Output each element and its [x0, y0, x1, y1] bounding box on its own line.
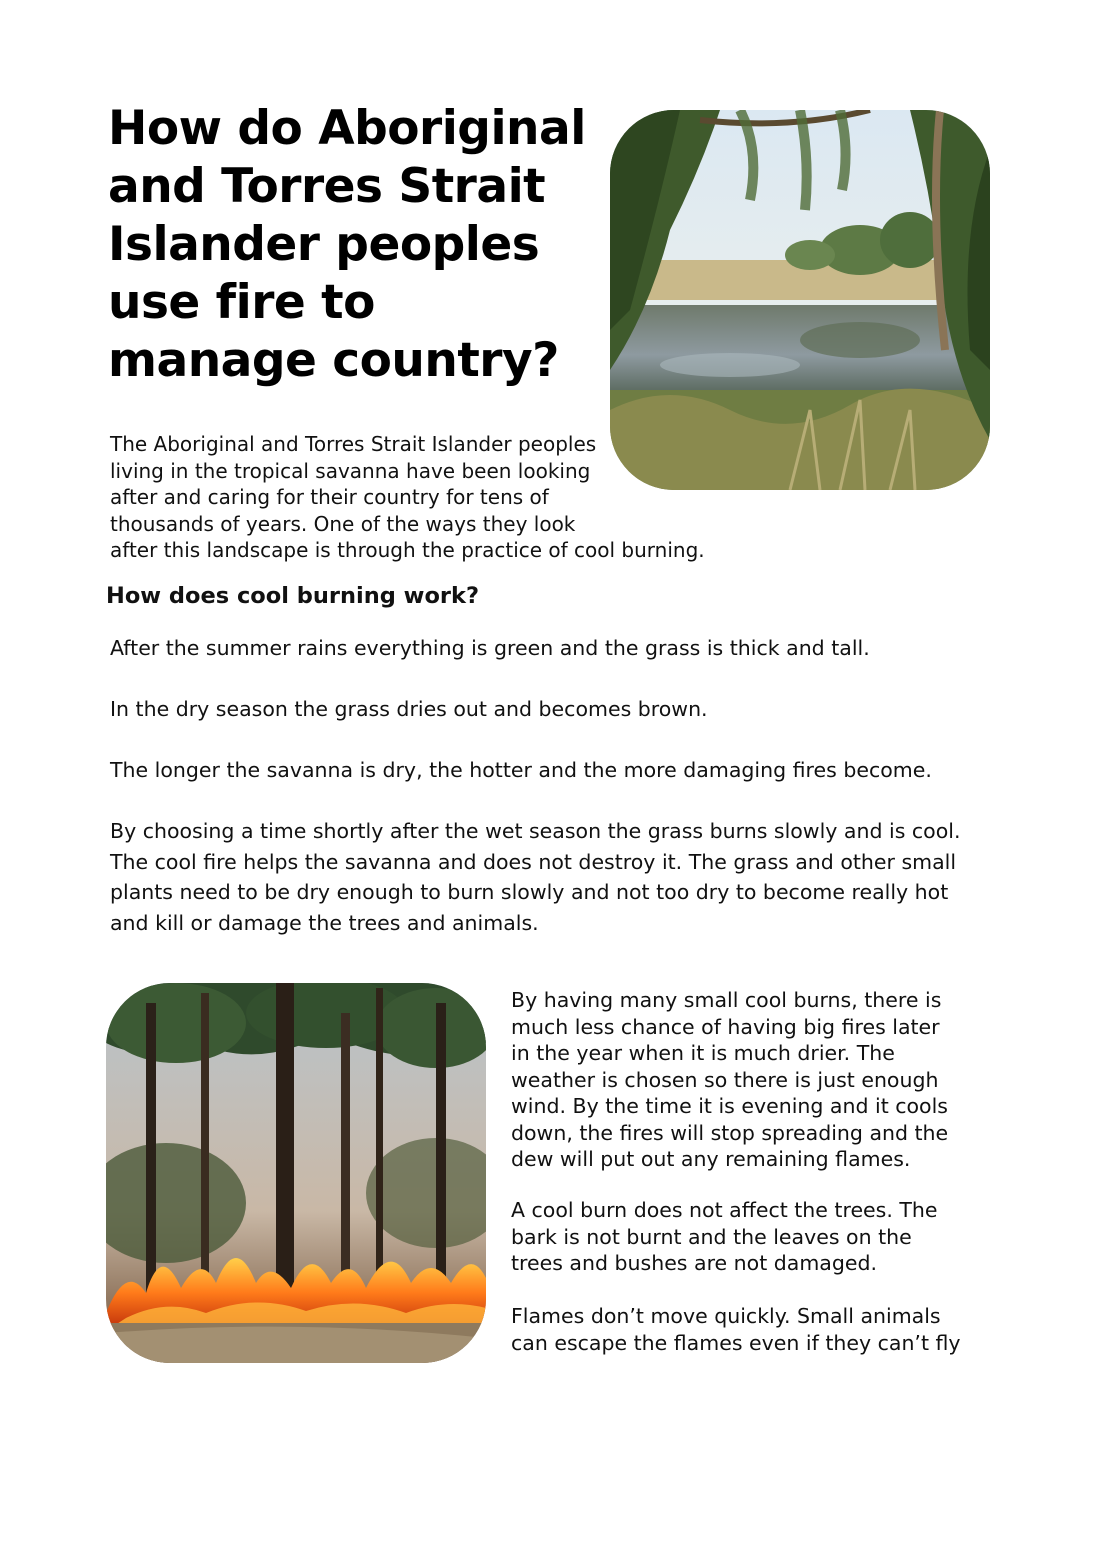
side-paragraph — [511, 987, 981, 1173]
text-line: living in the tropical savanna have been looking — [110, 458, 591, 483]
text-line: The cool fire helps the savanna and does not destroy it. The grass and other small — [110, 849, 957, 874]
text-line: bark is not burnt and the leaves on the — [511, 1224, 912, 1249]
body-paragraph — [110, 755, 990, 786]
intro-paragraph — [110, 431, 750, 564]
text-line: The Aboriginal and Torres Strait Islander peoples — [110, 432, 597, 456]
title-line: use fire to — [108, 275, 375, 330]
text-line: after and caring for their country for tens of — [110, 485, 549, 509]
text-line: trees and bushes are not damaged. — [511, 1251, 878, 1275]
text-line: after this landscape is through the practice of cool burning. — [110, 538, 705, 562]
side-paragraph — [511, 1303, 981, 1356]
forest-cool-burn-photo — [106, 983, 486, 1363]
body-paragraph — [110, 694, 990, 725]
title-line: Islander peoples — [108, 217, 540, 272]
text-line: By having many small cool burns, there is — [511, 988, 942, 1012]
body-paragraph — [110, 816, 990, 938]
text-line: down, the fires will stop spreading and the — [511, 1120, 949, 1145]
title-line: How do Aboriginal — [108, 101, 586, 156]
text-line: In the dry season the grass dries out and becomes brown. — [110, 697, 708, 721]
text-line: dew will put out any remaining flames. — [511, 1147, 911, 1171]
section-heading: How does cool burning work? — [106, 583, 480, 609]
text-line: thousands of years. One of the ways they look — [110, 511, 576, 536]
body-paragraph — [110, 633, 990, 664]
text-line: By choosing a time shortly after the wet season the grass burns slowly and is cool. — [110, 819, 961, 843]
text-line: in the year when it is much drier. The — [511, 1041, 895, 1065]
text-line: The longer the savanna is dry, the hotter and the more damaging fires become. — [110, 758, 932, 782]
text-line: weather is chosen so there is just enough — [511, 1067, 939, 1092]
text-line: Flames don’t move quickly. Small animals — [511, 1304, 941, 1328]
text-line: much less chance of having big fires later — [511, 1014, 940, 1039]
text-line: plants need to be dry enough to burn slowly and not too dry to become really hot — [110, 880, 949, 904]
text-line: and kill or damage the trees and animals. — [110, 910, 539, 935]
title-line: and Torres Strait — [108, 159, 546, 214]
page-title — [108, 100, 608, 390]
text-line: After the summer rains everything is green and the grass is thick and tall. — [110, 636, 870, 660]
side-paragraph — [511, 1197, 981, 1277]
text-line: wind. By the time it is evening and it cools — [511, 1094, 948, 1118]
title-line: manage country? — [108, 333, 559, 388]
text-line: can escape the flames even if they can’t fly — [511, 1330, 961, 1355]
text-line: A cool burn does not affect the trees. The — [511, 1198, 938, 1222]
